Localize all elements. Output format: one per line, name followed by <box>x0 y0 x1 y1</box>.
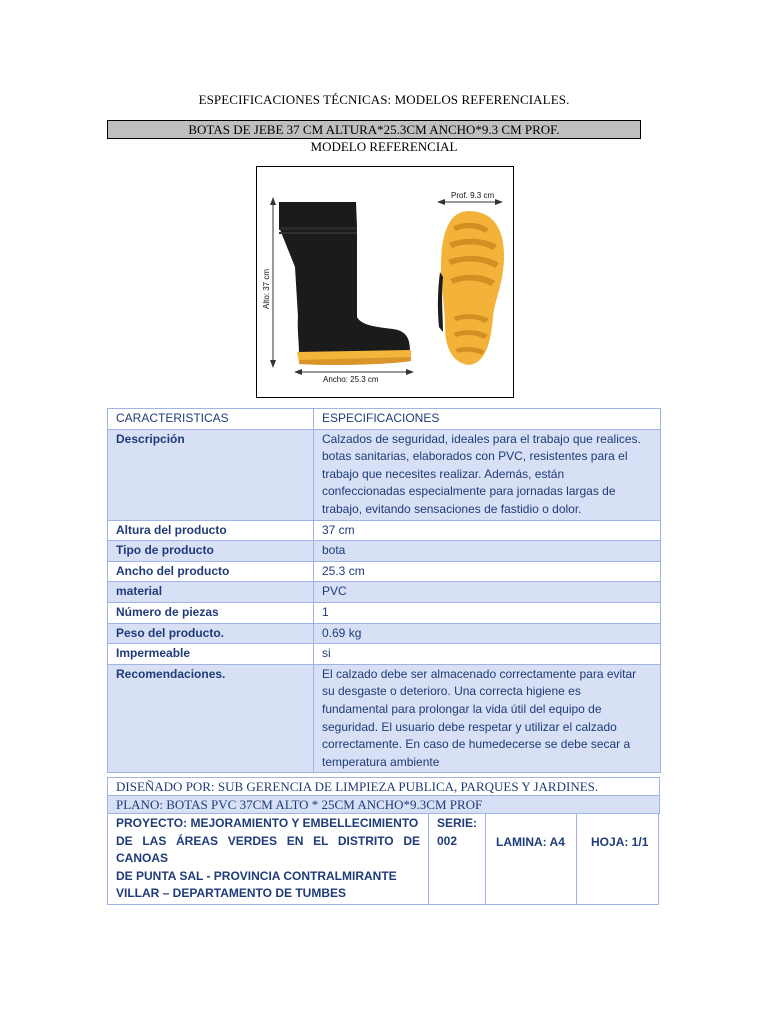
table-row <box>108 541 661 562</box>
header-specifications: ESPECIFICACIONES <box>314 409 661 430</box>
width-dimension-label: Ancho: 25.3 cm <box>323 375 379 384</box>
row-value-peso: 0.69 kg <box>314 623 661 644</box>
row-value-descripcion: Calzados de seguridad, ideales para el trabajo que realices. botas sanitarias, elaborados con PVC, resistentes para el trabajo que necesites realizar. Además, están confeccionadas especialmente para jornadas largas de trabajo, evitando sensaciones de fastidio o dolor. <box>314 429 661 520</box>
hoja-cell: HOJA: 1/1 <box>577 814 659 905</box>
boot-body <box>279 202 410 354</box>
project-cell: PROYECTO: MEJORAMIENTO Y EMBELLECIMIENTO DE LAS ÁREAS VERDES EN EL DISTRITO DE CANOAS DE PUNTA SAL - PROVINCIA CONTRALMIRANTE VILLAR – DEPARTAMENTO DE TUMBES <box>108 814 429 905</box>
product-title-bar: BOTAS DE JEBE 37 CM ALTURA*25.3CM ANCHO*9.3 CM PROF. <box>107 120 641 139</box>
serie-cell: SERIE: 002 <box>429 814 486 905</box>
sole-bottom-view <box>441 211 504 365</box>
row-label-altura: Altura del producto <box>108 520 314 541</box>
height-dimension-label: Alto: 37 cm <box>262 268 271 309</box>
title-block-row <box>108 814 659 905</box>
title-block-table <box>107 813 659 905</box>
row-label-tipo: Tipo de producto <box>108 541 314 562</box>
row-value-recomendaciones: El calzado debe ser almacenado correctamente para evitar su desgaste o deterioro. Una correcta higiene es fundamental para prolongar la vida útil del equipo de seguridad. El usuario debe respetar y utilizar el calzado correctamente. En caso de humedecerse se debe secar a temperatura ambiente <box>314 664 661 773</box>
row-value-ancho: 25.3 cm <box>314 561 661 582</box>
table-row <box>108 561 661 582</box>
table-row <box>108 664 661 773</box>
row-value-impermeable: si <box>314 644 661 665</box>
plano-row: PLANO: BOTAS PVC 37CM ALTO * 25CM ANCHO*9.3CM PROF <box>107 795 660 814</box>
row-value-altura: 37 cm <box>314 520 661 541</box>
lamina-cell: LAMINA: A4 <box>486 814 577 905</box>
table-row <box>108 602 661 623</box>
row-value-tipo: bota <box>314 541 661 562</box>
depth-dimension-label: Prof. 9.3 cm <box>451 191 495 200</box>
model-label: MODELO REFERENCIAL <box>310 139 458 154</box>
boot-reference-image <box>256 166 514 398</box>
row-label-ancho: Ancho del producto <box>108 561 314 582</box>
document-title: ESPECIFICACIONES TÉCNICAS: MODELOS REFERENCIALES. <box>198 92 570 107</box>
designed-by-row: DISEÑADO POR: SUB GERENCIA DE LIMPIEZA PUBLICA, PARQUES Y JARDINES. <box>107 777 660 796</box>
table-row <box>108 429 661 520</box>
row-label-recomendaciones: Recomendaciones. <box>108 664 314 773</box>
table-row <box>108 582 661 603</box>
table-row <box>108 520 661 541</box>
row-label-descripcion: Descripción <box>108 429 314 520</box>
row-label-peso: Peso del producto. <box>108 623 314 644</box>
row-value-piezas: 1 <box>314 602 661 623</box>
row-label-impermeable: Impermeable <box>108 644 314 665</box>
row-label-material: material <box>108 582 314 603</box>
boot-illustration <box>257 167 513 397</box>
table-row <box>108 644 661 665</box>
row-label-piezas: Número de piezas <box>108 602 314 623</box>
header-characteristics: CARACTERISTICAS <box>108 409 314 430</box>
row-value-material: PVC <box>314 582 661 603</box>
table-row <box>108 623 661 644</box>
table-header-row <box>108 409 661 430</box>
specifications-table <box>107 408 661 773</box>
